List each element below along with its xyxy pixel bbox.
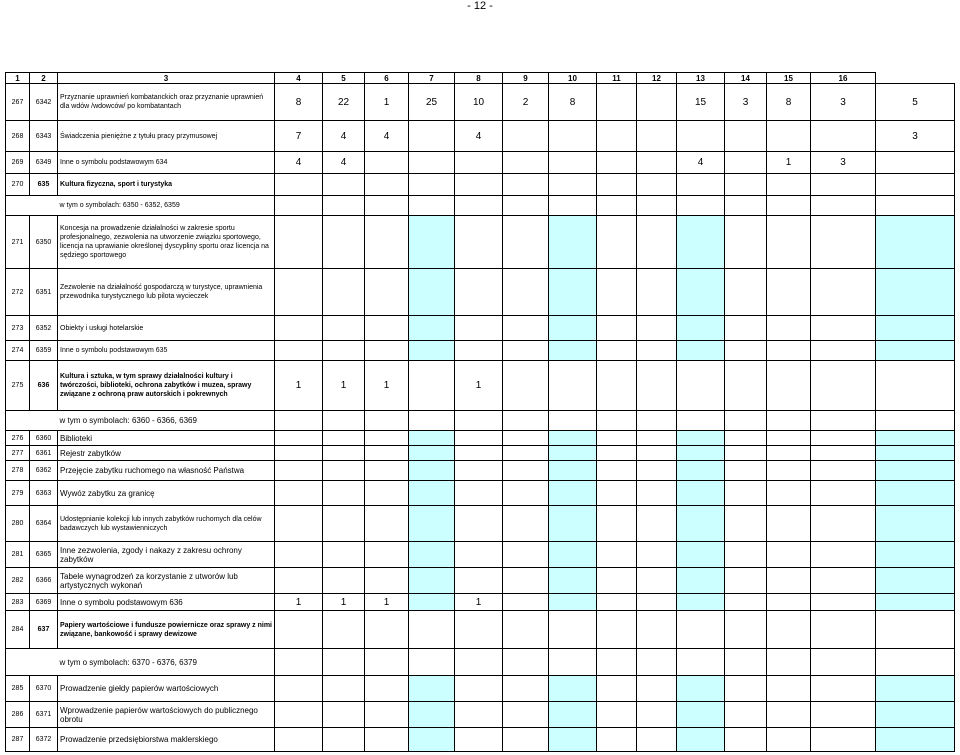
- column-header: 4: [275, 73, 323, 84]
- highlighted-cell: [549, 431, 597, 446]
- row-description: Tabele wynagrodzeń za korzystanie z utworów lub artystycznych wykonań: [58, 568, 275, 594]
- subtotal-row: [6, 196, 955, 216]
- row-number: 273: [6, 316, 30, 341]
- value-cell: [637, 84, 677, 121]
- value-cell: 1: [365, 361, 409, 411]
- page-number: - 12 -: [467, 0, 493, 12]
- value-cell: 1: [365, 84, 409, 121]
- highlighted-cell: [549, 341, 597, 361]
- value-cell: [323, 174, 365, 196]
- statistics-table: [5, 72, 955, 752]
- symbol-code: 6351: [30, 269, 58, 316]
- table-row: [6, 506, 955, 542]
- value-cell: [811, 174, 876, 196]
- highlighted-cell: [549, 216, 597, 269]
- value-cell: [811, 121, 876, 152]
- highlighted-cell: [677, 431, 725, 446]
- header-row: [6, 73, 955, 84]
- highlighted-cell: [876, 702, 955, 728]
- highlighted-cell: [677, 269, 725, 316]
- value-cell: 1: [455, 594, 503, 611]
- table-row: [6, 594, 955, 611]
- column-header: 9: [503, 73, 549, 84]
- subtotal-row: [6, 649, 955, 676]
- row-description: Biblioteki: [58, 431, 275, 446]
- row-number: 282: [6, 568, 30, 594]
- value-cell: [503, 121, 549, 152]
- highlighted-cell: [677, 594, 725, 611]
- row-number: 268: [6, 121, 30, 152]
- value-cell: 1: [275, 361, 323, 411]
- value-cell: [876, 174, 955, 196]
- value-cell: [677, 121, 725, 152]
- row-number: 277: [6, 446, 30, 461]
- value-cell: [725, 152, 767, 174]
- column-header: 15: [767, 73, 811, 84]
- highlighted-cell: [549, 676, 597, 702]
- table-row: [6, 728, 955, 752]
- symbol-code: 6365: [30, 542, 58, 568]
- highlighted-cell: [677, 506, 725, 542]
- highlighted-cell: [549, 542, 597, 568]
- row-description: Udostępnianie kolekcji lub innych zabytków ruchomych dla celów badawczych lub wystawienniczych: [58, 506, 275, 542]
- value-cell: 4: [677, 152, 725, 174]
- symbol-code: 6342: [30, 84, 58, 121]
- value-cell: 15: [677, 84, 725, 121]
- subcategory-label: w tym o symbolach: 6370 - 6376, 6379: [58, 649, 275, 676]
- column-header: 14: [725, 73, 767, 84]
- column-header: 3: [58, 73, 275, 84]
- value-cell: [549, 121, 597, 152]
- row-number: 280: [6, 506, 30, 542]
- highlighted-cell: [677, 446, 725, 461]
- highlighted-cell: [876, 676, 955, 702]
- row-description: Koncesja na prowadzenie działalności w zakresie sportu profesjonalnego, zezwolenia na utworzenie związku sportowego, licencja na uprawianie określonej dyscypliny sportu oraz licencja na sędziego sportowego: [58, 216, 275, 269]
- symbol-code: 6371: [30, 702, 58, 728]
- table-row: [6, 542, 955, 568]
- column-header: 16: [811, 73, 876, 84]
- highlighted-cell: [409, 216, 455, 269]
- column-header: 13: [677, 73, 725, 84]
- value-cell: 1: [767, 152, 811, 174]
- symbol-code: 6369: [30, 594, 58, 611]
- highlighted-cell: [409, 728, 455, 752]
- highlighted-cell: [409, 446, 455, 461]
- symbol-code: 6349: [30, 152, 58, 174]
- symbol-code: 637: [30, 611, 58, 649]
- highlighted-cell: [409, 269, 455, 316]
- highlighted-cell: [549, 461, 597, 481]
- highlighted-cell: [876, 568, 955, 594]
- value-cell: 3: [811, 84, 876, 121]
- highlighted-cell: [677, 216, 725, 269]
- row-number: 279: [6, 481, 30, 506]
- subcategory-label: w tym o symbolach: 6360 - 6366, 6369: [58, 411, 275, 431]
- row-description: Inne o symbolu podstawowym 636: [58, 594, 275, 611]
- highlighted-cell: [876, 316, 955, 341]
- subcategory-label: w tym o symbolach: 6350 - 6352, 6359: [58, 196, 275, 216]
- symbol-code: 636: [30, 361, 58, 411]
- table-row: [6, 431, 955, 446]
- highlighted-cell: [876, 506, 955, 542]
- symbol-code: 6362: [30, 461, 58, 481]
- column-header: 7: [409, 73, 455, 84]
- value-cell: 3: [876, 121, 955, 152]
- value-cell: 1: [455, 361, 503, 411]
- value-cell: 2: [503, 84, 549, 121]
- column-header: 6: [365, 73, 409, 84]
- value-cell: 7: [275, 121, 323, 152]
- highlighted-cell: [549, 446, 597, 461]
- row-number: 267: [6, 84, 30, 121]
- highlighted-cell: [549, 506, 597, 542]
- value-cell: 1: [323, 361, 365, 411]
- column-header: 11: [597, 73, 637, 84]
- column-header: 10: [549, 73, 597, 84]
- table-row: [6, 84, 955, 121]
- highlighted-cell: [876, 594, 955, 611]
- highlighted-cell: [409, 431, 455, 446]
- value-cell: 4: [323, 121, 365, 152]
- symbol-code: 6352: [30, 316, 58, 341]
- value-cell: 8: [275, 84, 323, 121]
- row-description: Prowadzenie przedsiębiorstwa maklerskiego: [58, 728, 275, 752]
- row-description: Przyznanie uprawnień kombatanckich oraz przyznanie uprawnień dla wdów /wdowców/ po kombatantach: [58, 84, 275, 121]
- value-cell: [637, 174, 677, 196]
- row-description: Prowadzenie giełdy papierów wartościowych: [58, 676, 275, 702]
- value-cell: 25: [409, 84, 455, 121]
- value-cell: 4: [365, 121, 409, 152]
- table-row: [6, 152, 955, 174]
- value-cell: [365, 174, 409, 196]
- highlighted-cell: [549, 316, 597, 341]
- highlighted-cell: [677, 676, 725, 702]
- symbol-code: 6360: [30, 431, 58, 446]
- column-header: 5: [323, 73, 365, 84]
- value-cell: [637, 152, 677, 174]
- row-number: 278: [6, 461, 30, 481]
- symbol-code: 635: [30, 174, 58, 196]
- row-description: Obiekty i usługi hotelarskie: [58, 316, 275, 341]
- row-description: Inne o symbolu podstawowym 634: [58, 152, 275, 174]
- value-cell: 4: [275, 152, 323, 174]
- table-row: [6, 341, 955, 361]
- highlighted-cell: [876, 481, 955, 506]
- value-cell: [409, 121, 455, 152]
- highlighted-cell: [549, 568, 597, 594]
- table-row: [6, 702, 955, 728]
- row-number: 272: [6, 269, 30, 316]
- row-number: 283: [6, 594, 30, 611]
- row-description: Papiery wartościowe i fundusze powiernicze oraz sprawy z nimi związane, bankowość i sprawy dewizowe: [58, 611, 275, 649]
- value-cell: [409, 152, 455, 174]
- highlighted-cell: [409, 481, 455, 506]
- row-number: 281: [6, 542, 30, 568]
- value-cell: [725, 121, 767, 152]
- value-cell: 1: [275, 594, 323, 611]
- value-cell: 22: [323, 84, 365, 121]
- highlighted-cell: [677, 316, 725, 341]
- row-description: Przejęcie zabytku ruchomego na własność Państwa: [58, 461, 275, 481]
- table-row: [6, 121, 955, 152]
- row-number: 284: [6, 611, 30, 649]
- table-row: [6, 316, 955, 341]
- highlighted-cell: [409, 594, 455, 611]
- value-cell: 4: [455, 121, 503, 152]
- column-header: 1: [6, 73, 30, 84]
- column-header: 12: [637, 73, 677, 84]
- highlighted-cell: [409, 461, 455, 481]
- value-cell: [597, 152, 637, 174]
- table-row: [6, 216, 955, 269]
- row-description: Zezwolenie na działalność gospodarczą w turystyce, uprawnienia przewodnika turystycznego lub pilota wycieczek: [58, 269, 275, 316]
- value-cell: 3: [811, 152, 876, 174]
- row-number: 276: [6, 431, 30, 446]
- value-cell: 1: [323, 594, 365, 611]
- value-cell: [677, 174, 725, 196]
- table-row: [6, 174, 955, 196]
- value-cell: [767, 174, 811, 196]
- row-number: 274: [6, 341, 30, 361]
- highlighted-cell: [876, 446, 955, 461]
- value-cell: [597, 174, 637, 196]
- value-cell: [725, 174, 767, 196]
- row-description: Inne o symbolu podstawowym 635: [58, 341, 275, 361]
- value-cell: [455, 152, 503, 174]
- highlighted-cell: [549, 594, 597, 611]
- row-number: 287: [6, 728, 30, 752]
- value-cell: [597, 84, 637, 121]
- highlighted-cell: [677, 481, 725, 506]
- row-description: Wywóz zabytku za granicę: [58, 481, 275, 506]
- symbol-code: 6364: [30, 506, 58, 542]
- value-cell: [549, 152, 597, 174]
- value-cell: [876, 152, 955, 174]
- highlighted-cell: [409, 542, 455, 568]
- highlighted-cell: [876, 728, 955, 752]
- highlighted-cell: [677, 568, 725, 594]
- symbol-code: 6363: [30, 481, 58, 506]
- highlighted-cell: [409, 341, 455, 361]
- symbol-code: 6361: [30, 446, 58, 461]
- row-number: 271: [6, 216, 30, 269]
- column-header: 2: [30, 73, 58, 84]
- symbol-code: 6372: [30, 728, 58, 752]
- value-cell: 8: [549, 84, 597, 121]
- highlighted-cell: [876, 461, 955, 481]
- highlighted-cell: [876, 269, 955, 316]
- highlighted-cell: [677, 728, 725, 752]
- symbol-code: 6343: [30, 121, 58, 152]
- value-cell: 1: [365, 594, 409, 611]
- highlighted-cell: [677, 341, 725, 361]
- value-cell: 5: [876, 84, 955, 121]
- symbol-code: 6370: [30, 676, 58, 702]
- highlighted-cell: [409, 568, 455, 594]
- value-cell: 3: [725, 84, 767, 121]
- row-number: 275: [6, 361, 30, 411]
- highlighted-cell: [409, 506, 455, 542]
- table-row: [6, 269, 955, 316]
- highlighted-cell: [677, 461, 725, 481]
- row-number: 286: [6, 702, 30, 728]
- highlighted-cell: [549, 481, 597, 506]
- value-cell: [767, 121, 811, 152]
- value-cell: 10: [455, 84, 503, 121]
- value-cell: [365, 152, 409, 174]
- row-number: 269: [6, 152, 30, 174]
- subtotal-row: [6, 411, 955, 431]
- value-cell: [275, 174, 323, 196]
- highlighted-cell: [876, 341, 955, 361]
- value-cell: [503, 152, 549, 174]
- highlighted-cell: [409, 702, 455, 728]
- table-row: [6, 461, 955, 481]
- highlighted-cell: [876, 542, 955, 568]
- row-description: Kultura fizyczna, sport i turystyka: [58, 174, 275, 196]
- highlighted-cell: [409, 316, 455, 341]
- symbol-code: 6359: [30, 341, 58, 361]
- table-row: [6, 611, 955, 649]
- table-row: [6, 568, 955, 594]
- highlighted-cell: [409, 676, 455, 702]
- column-header: 8: [455, 73, 503, 84]
- value-cell: [637, 121, 677, 152]
- value-cell: [597, 121, 637, 152]
- highlighted-cell: [677, 542, 725, 568]
- highlighted-cell: [549, 702, 597, 728]
- value-cell: [455, 174, 503, 196]
- row-number: 270: [6, 174, 30, 196]
- highlighted-cell: [549, 269, 597, 316]
- value-cell: [549, 174, 597, 196]
- row-number: 285: [6, 676, 30, 702]
- table-row: [6, 676, 955, 702]
- table-row: [6, 481, 955, 506]
- symbol-code: 6350: [30, 216, 58, 269]
- row-description: Rejestr zabytków: [58, 446, 275, 461]
- symbol-code: 6366: [30, 568, 58, 594]
- highlighted-cell: [876, 431, 955, 446]
- table-row: [6, 361, 955, 411]
- row-description: Wprowadzenie papierów wartościowych do publicznego obrotu: [58, 702, 275, 728]
- value-cell: 4: [323, 152, 365, 174]
- highlighted-cell: [876, 216, 955, 269]
- row-description: Kultura i sztuka, w tym sprawy działalności kultury i twórczości, biblioteki, ochrona zabytków i muzea, sprawy związane z ochroną praw autorskich i pokrewnych: [58, 361, 275, 411]
- table-row: [6, 446, 955, 461]
- value-cell: 8: [767, 84, 811, 121]
- row-description: Inne zezwolenia, zgody i nakazy z zakresu ochrony zabytków: [58, 542, 275, 568]
- value-cell: [409, 174, 455, 196]
- value-cell: [503, 174, 549, 196]
- highlighted-cell: [549, 728, 597, 752]
- row-description: Świadczenia pieniężne z tytułu pracy przymusowej: [58, 121, 275, 152]
- highlighted-cell: [677, 702, 725, 728]
